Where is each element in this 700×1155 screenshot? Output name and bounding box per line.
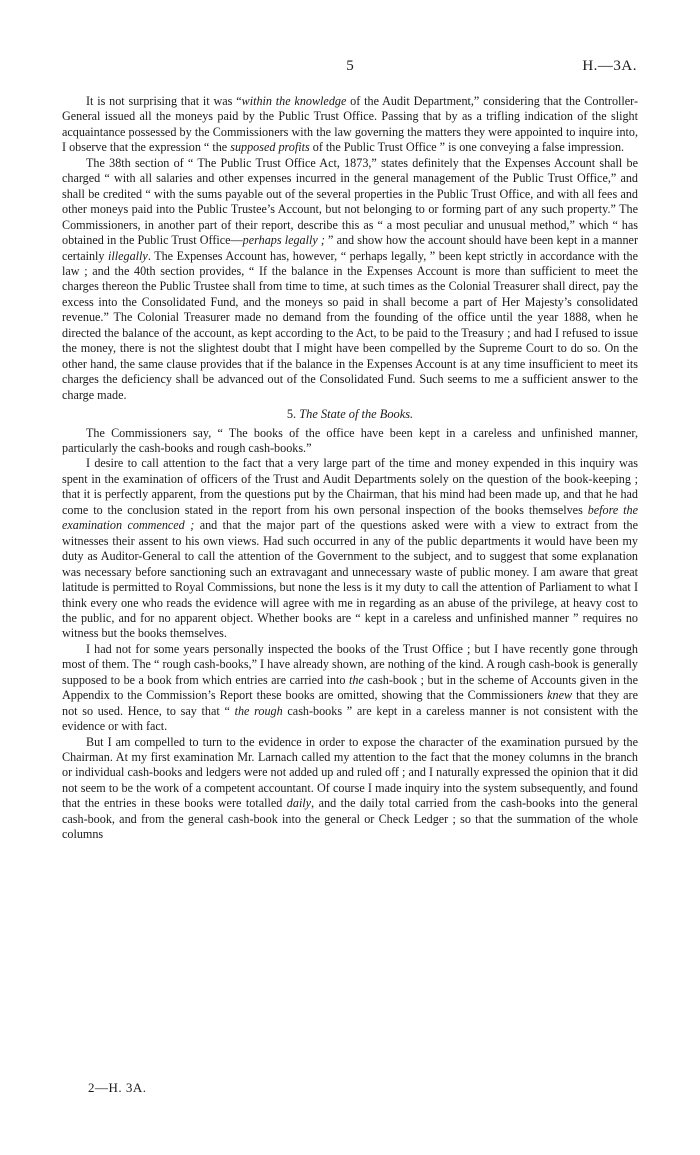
paragraph xyxy=(62,735,638,843)
paragraphs-top xyxy=(62,94,638,403)
italic-text: the xyxy=(348,672,364,687)
italic-text: within the knowledge xyxy=(241,94,347,108)
paragraph xyxy=(62,156,638,403)
italic-text: perhaps legally ; xyxy=(242,233,325,248)
text-run: . The Expenses Account has, however, “ perhaps legally, ” been kept strictly in accordance with the law ; and the 40th section provides, “ If the balance in the Expenses Account is more than sufficient to meet the charges thereon the Public Trustee shall from time to time, at such times as the Colonial Treasurer shall direct, pay the excess into the Consolidated Fund, and the moneys so paid in shall become a part of Her Majesty’s consolidated revenue.” The Colonial Treasurer made no demand from the founding of the office until the year 1888, when he directed the balance of the account, as kept according to the Act, to be paid to the Treasury ; and had I refused to issue the money, there is not the slightest doubt that I might have been compelled by the Supreme Court to do so. On the other hand, the same clause provides that if the balance in the Expenses Account is at any time insufficient to meet its charges the deficiency shall be advanced out of the Consolidated Fund. Such seems to me a sufficient answer to the charge made. xyxy=(62,248,638,402)
paragraph xyxy=(62,426,638,457)
document-code: H.—3A. xyxy=(582,58,637,74)
text-run: The 38th section of “ The Public Trust Office Act, 1873,” states definitely that the Expenses Account shall be charged “ with all salaries and other expenses incurred in the general management of the Public Trust Office,” and shall be credited “ with the sums payable out of the several properties in the Public Trust Office, and with all fees and other moneys paid into the Public Trustee’s Account, but not belonging to or forming part of any such property.” The Commissioners, in another part of their report, describe this as “ a most peculiar and unusual method,” which “ has obtained in the Public Trust Office— xyxy=(62,155,638,248)
section-number: 5. xyxy=(286,407,297,422)
text-run: of the Audit Department,” considering that the Controller-General issued all the moneys paid by the Public Trust Office. Passing that by as a trifling indication of the slight acquaintance possessed by the Commissioners with the law governing the matters they were appointed to inquire into, I observe that the expression “ the xyxy=(62,94,638,155)
signature-mark: 2—H. 3A. xyxy=(88,1080,147,1095)
text-run: I desire to call attention to the fact that a very large part of the time and money expended in this inquiry was spent in the examination of officers of the Trust and Audit Departments solely on the question of the book-keeping ; that it is perfectly apparent, from the questions put by the Chairman, that his mind had been made up, and that he had come to the conclusion stated in the report from his own personal inspection of the books themselves xyxy=(62,456,638,517)
page-number: 5 xyxy=(346,58,354,74)
italic-text: daily xyxy=(286,796,312,811)
text-run: cash-book ; but in the scheme of Accounts given in the Appendix to the Commission’s Report these books are omitted, showing that the Commissioners xyxy=(62,672,638,703)
paragraph xyxy=(62,456,638,641)
text-run: and that the major part of the questions asked were with a view to extract from the witnesses their assent to his own views. Had such occurred in any of the public departments it would have been my duty as Auditor-General to call the attention of the Government to the subject, and to suggest that some explanation was necessary before sanctioning such an extravagant and unnecessary waste of public money. I am aware that great latitude is permitted to Royal Commissions, but none the less is it my duty to call the attention of Parliament to what I think every one who reads the evidence will agree with me in regarding as an abuse of the privilege, at heavy cost to the public, and for no apparent object. Whether books are “ kept in a careless and unfinished manner ” requires no witness but the books themselves. xyxy=(62,518,638,641)
text-run: But I am compelled to turn to the evidence in order to expose the character of the examination pursued by the Chairman. At my first examination Mr. Larnach called my attention to the fact that the money columns in the branch or individual cash-books and ledgers were not added up and ruled off ; and I naturally expressed the opinion that it did not seem to be the work of a competent accountant. Of course I made inquiry into the system subsequently, and found that the entries in these books were totalled xyxy=(62,734,638,811)
italic-text: before the examination commenced ; xyxy=(62,502,639,533)
text-run: that they are not so used. Hence, to say that “ xyxy=(62,688,638,718)
text-run: ” and show how the account should have been kept in a manner certainly xyxy=(62,233,638,263)
italic-text: supposed profits xyxy=(230,140,310,155)
text-run: , and the daily total carried from the cash-books into the general cash-book, and from the general cash-book into the general or Check Ledger ; so that the summation of the whole columns xyxy=(62,796,639,842)
text-run: The Commissioners say, “ The books of the office have been kept in a careless and unfinished manner, particularly the cash-books and rough cash-books.” xyxy=(62,425,638,455)
italic-text: the rough xyxy=(234,703,283,718)
section-heading xyxy=(62,407,638,422)
italic-text: illegally xyxy=(108,248,148,263)
text-run: cash-books ” are kept in a careless manner is not consistent with the evidence or with fact. xyxy=(62,703,638,734)
paragraph xyxy=(62,94,638,156)
section-title: The State of the Books. xyxy=(299,407,414,422)
body-text xyxy=(62,94,638,843)
italic-text: knew xyxy=(547,688,573,703)
text-run: I had not for some years personally inspected the books of the Trust Office ; but I have recently gone through most of them. The “ rough cash-books,” I have already shown, are nothing of the kind. A rough cash-book is generally supposed to be a book from which entries are carried into xyxy=(62,641,638,687)
paragraphs-bottom xyxy=(62,426,638,843)
text-run: of the Public Trust Office ” is one conveying a false impression. xyxy=(309,140,625,155)
paragraph xyxy=(62,642,638,735)
text-run: It is not surprising that it was “ xyxy=(86,94,242,108)
